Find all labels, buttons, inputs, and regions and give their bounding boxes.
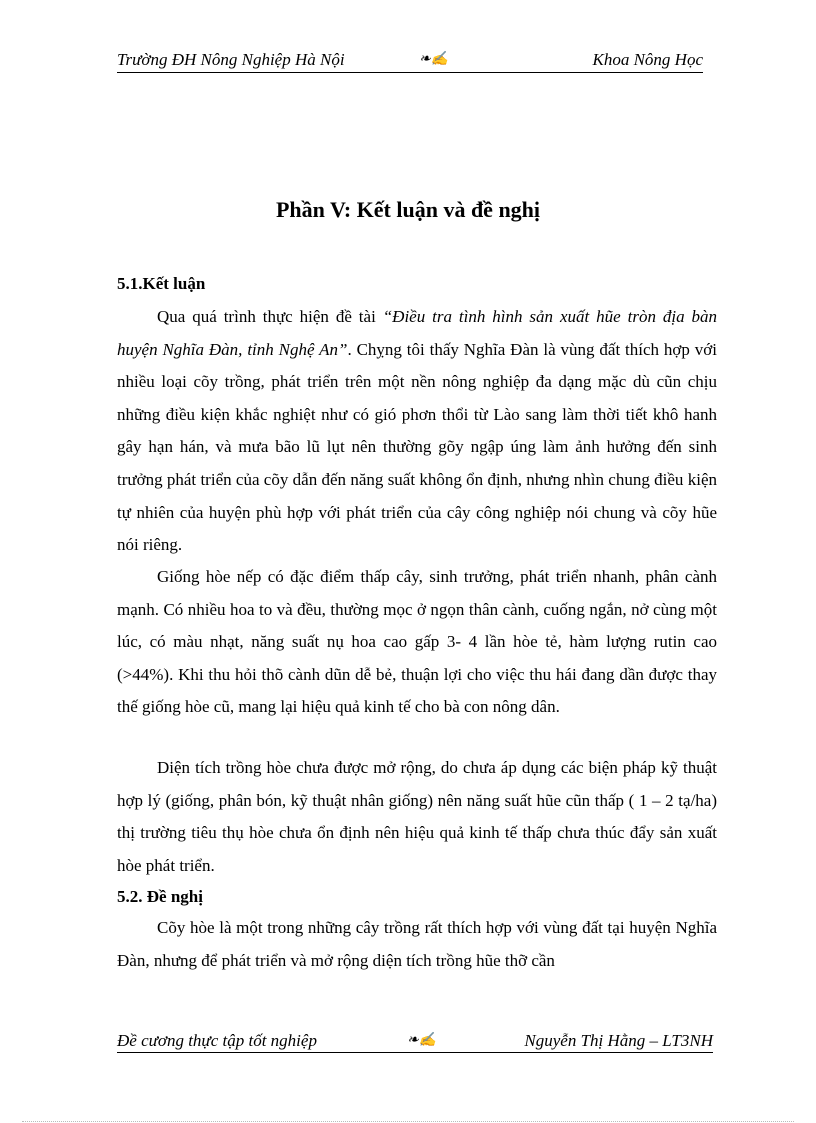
page-break-divider [22,1121,794,1122]
footer-document-title: Đề cương thực tập tốt nghiệp [117,1031,317,1050]
paragraph-conclusion-1 [117,301,717,562]
paragraph-recommendation-1: Cõy hòe là một trong những cây trồng rất thích hợp với vùng đất tại huyện Nghĩa Đàn, nhưng để phát triển và mở rộng diện tích trồng hũe thỡ cần [117,918,717,970]
paragraph-conclusion-3: Diện tích trồng hòe chưa được mở rộng, do chưa áp dụng các biện pháp kỹ thuật hợp lý (giống, phân bón, kỹ thuật nhân giống) nên năng suất hũe cũn thấp ( 1 – 2 tạ/ha) thị trường tiêu thụ hòe chưa ổn định nên hiệu quả kinh tế thấp chưa thúc đẩy sản xuất hòe phát triển. [117,758,717,875]
footer-ornament-icon: ❧✍ [407,1033,437,1048]
header-ornament-icon: ❧✍ [419,52,449,67]
paragraph-prefix: Qua quá trình thực hiện đề tài [157,307,383,326]
footer-author: Nguyễn Thị Hằng – LT3NH [524,1031,713,1050]
header-school: Trường ĐH Nông Nghiệp Hà Nội [117,50,345,69]
page-header [117,50,703,73]
paragraph-conclusion-2: Giống hòe nếp có đặc điểm thấp cây, sinh trưởng, phát triển nhanh, phân cành mạnh. Có nhiều hoa to và đều, thường mọc ở ngọn thân cành, cuống ngắn, nở cùng một lúc, có màu nhạt, năng suất nụ hoa cao gấp 3- 4 lần hòe tẻ, hàm lượng rutin cao (>44%). Khi thu hỏi thõ cành dũn dễ bẻ, thuận lợi cho việc thu hái đang dần được thay thế giống hòe cũ, mang lại hiệu quả kinh tế cho bà con nông dân. [117,567,717,717]
paragraph-body: . Chỵng tôi thấy Nghĩa Đàn là vùng đất thích hợp với nhiều loại cõy trồng, phát triển trên một nền nông nghiệp đa dạng mặc dù cũn chịu những điều kiện khắc nghiệt như có gió phơn thổi từ Lào sang làm thời tiết khô hanh gây hạn hán, và mưa bão lũ lụt nên thường gõy ngập úng làm ảnh hưởng đến sinh trưởng phát triển của cõy dẫn đến năng suất không ổn định, nhưng nhìn chung điều kiện tự nhiên của huyện phù hợp với phát triển của cây công nghiệp nói chung và cõy hũe nói riêng. [117,339,717,555]
page-footer [117,1030,713,1053]
section-heading-recommendation: 5.2. Đề nghị [117,887,203,906]
section-heading-conclusion: 5.1.Kết luận [117,274,206,293]
header-faculty: Khoa Nông Học [592,50,703,69]
project-title-quote: “Điều tra tình hình sản xuất hũe tròn địa bàn huyện Nghĩa Đàn, tỉnh Nghệ An” [117,307,718,359]
page-title: Phần V: Kết luận và đề nghị [275,197,541,222]
